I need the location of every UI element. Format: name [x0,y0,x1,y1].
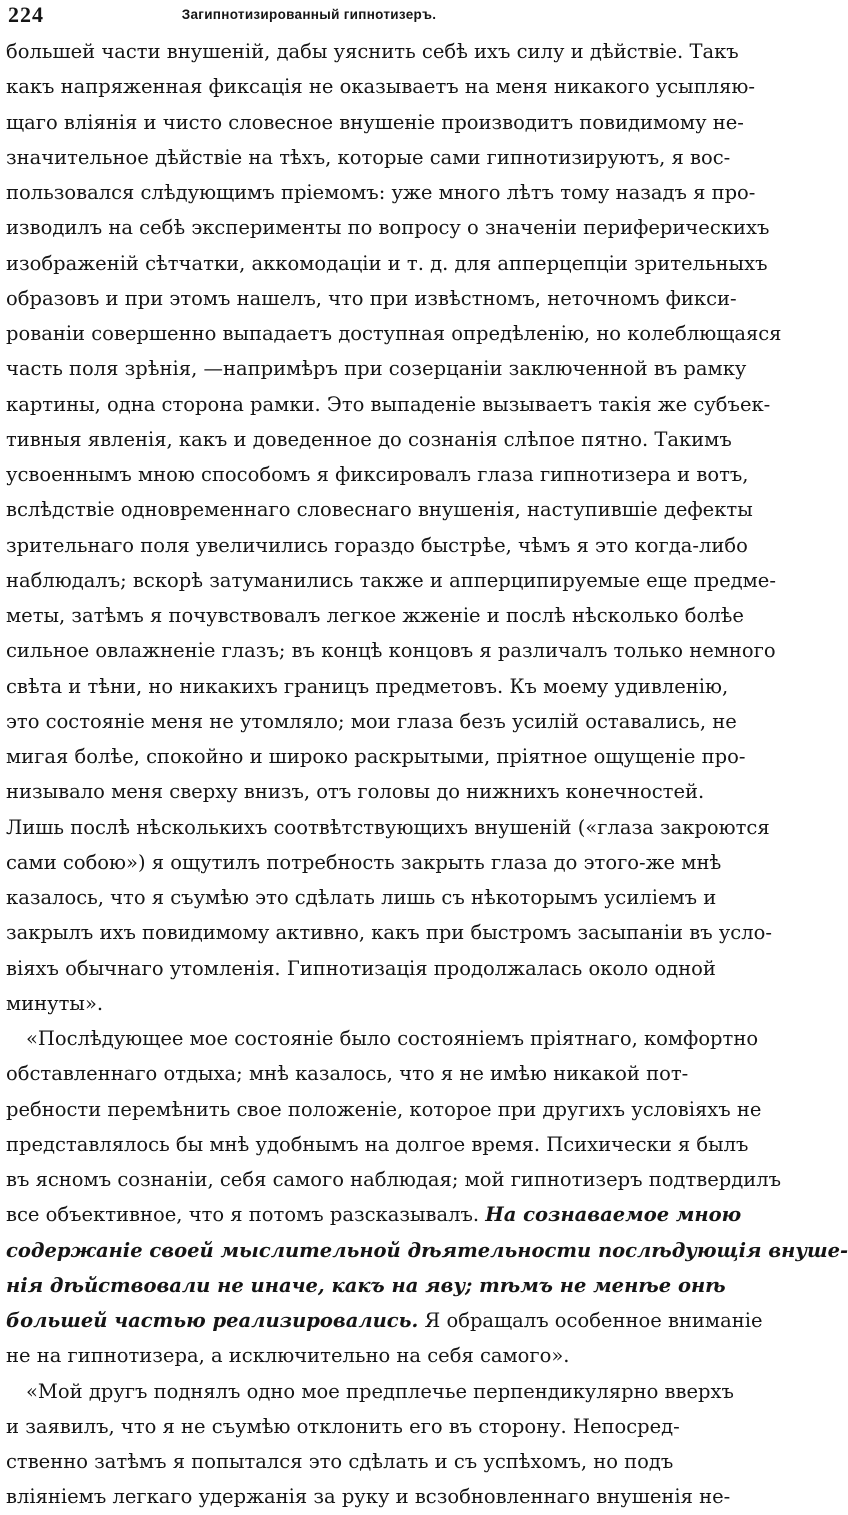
text-line: казалось, что я съумѣю это сдѣлать лишь съ нѣкоторымъ усиліемъ и [6,886,717,909]
text-line: это состояніе меня не утомляло; мои глаза безъ усилій оставались, не [6,709,737,733]
text-line: въ ясномъ сознаніи, себя самого наблюдая; мой гипнотизеръ подтвердилъ [6,1168,782,1191]
text-line: обставленнаго отдыха; мнѣ казалось, что я не имѣю никакой пот- [6,1062,689,1086]
text-line [6,1303,763,1338]
text-line: изводилъ на себѣ эксперименты по вопросу о значеніи периферическихъ [6,216,770,240]
text-line [6,1197,742,1232]
text-line: картины, одна сторона рамки. Это выпаденіе вызываетъ такія же субъек- [6,392,771,416]
text-line: зрительнаго поля увеличились гораздо быстрѣе, чѣмъ я это когда-либо [6,533,748,557]
text-line: не на гипнотизера, а исключительно на себя самого». [6,1344,570,1368]
text-line: сильное овлажненіе глазъ; въ концѣ концовъ я различалъ только немного [6,639,776,663]
text-line: закрылъ ихъ повидимому активно, какъ при быстромъ засыпаніи въ усло- [6,921,772,945]
text-line: тивныя явленія, какъ и доведенное до сознанія слѣпое пятно. Такимъ [6,427,732,451]
text-line: сами собою») я ощутилъ потребность закрыть глаза до этого-же мнѣ [6,850,722,874]
text-fragment: все объективное, что я потомъ разсказывалъ. [6,1203,480,1227]
emphasized-text-line: содержаніе своей мыслительной дѣятельности послѣдующія внуше- [6,1238,848,1262]
body-text [6,34,848,1515]
text-line: значительное дѣйствіе на тѣхъ, которые сами гипнотизируютъ, я вос- [6,145,731,169]
text-line: «Послѣдующее мое состояніе было состояніемъ пріятнаго, комфортно [26,1027,759,1050]
page-number: 224 [8,2,44,27]
text-line: низывало меня сверху внизъ, отъ головы до нижнихъ конечностей. [6,780,705,804]
emphasized-text: На сознаваемое мною [485,1203,742,1227]
text-line: часть поля зрѣнія, —напримѣръ при созерцаніи заключенной въ рамку [6,357,747,381]
text-line: меты, затѣмъ я почувствовалъ легкое жженіе и послѣ нѣсколько болѣе [6,604,744,627]
text-line: віяхъ обычнаго утомленія. Гипнотизація продолжалась около одной [6,956,716,980]
text-line: наблюдалъ; вскорѣ затуманились также и апперципируемые еще предме- [6,568,776,592]
text-line: ребности перемѣнить свое положеніе, которое при другихъ условіяхъ не [6,1097,762,1121]
text-line: щаго вліянія и чисто словесное внушеніе производитъ повидимому не- [6,110,744,134]
text-line: какъ напряженная фиксація не оказываетъ на меня никакого усыпляю- [6,75,755,99]
text-line: изображеній сѣтчатки, аккомодаціи и т. д. для апперцепціи зрительныхъ [6,251,768,275]
text-line: мигая болѣе, спокойно и широко раскрытыми, пріятное ощущеніе про- [6,745,746,768]
text-line: вслѣдствіе одновременнаго словеснаго внушенія, наступившіе дефекты [6,498,753,522]
text-line: представлялось бы мнѣ удобнымъ на долгое время. Психически я былъ [6,1132,749,1156]
text-line: минуты». [6,991,104,1015]
text-line: свѣта и тѣни, но никакихъ границъ предметовъ. Къ моему удивленію, [6,674,729,698]
text-line: «Мой другъ поднялъ одно мое предплечье перпендикулярно вверхъ [26,1379,734,1403]
emphasized-text-line: нія дѣйствовали не иначе, какъ на яву; тѣмъ не менѣе онѣ [6,1273,726,1297]
text-line: усвоеннымъ мною способомъ я фиксировалъ глаза гипнотизера и вотъ, [6,463,749,486]
text-line: и заявилъ, что я не съумѣю отклонить его въ сторону. Непосред- [6,1414,680,1438]
page-header [6,0,612,34]
text-line: пользовался слѣдующимъ пріемомъ: уже много лѣтъ тому назадъ я про- [6,181,756,204]
text-line: Лишь послѣ нѣсколькихъ соотвѣтствующихъ внушеній («глаза закроются [6,815,770,839]
emphasized-text: большей частью реализировались. [6,1309,419,1332]
text-line: ственно затѣмъ я попытался это сдѣлать и съ успѣхомъ, но подъ [6,1450,674,1473]
text-line: образовъ и при этомъ нашелъ, что при извѣстномъ, неточномъ фикси- [6,286,737,310]
text-line: рованіи совершенно выпадаетъ доступная опредѣленію, но колеблющаяся [6,322,782,345]
text-line: большей части внушеній, дабы уяснить себѣ ихъ силу и дѣйствіе. Такъ [6,40,739,63]
running-title: Загипнотизированный гипнотизеръ. [181,7,437,22]
text-fragment: Я обращалъ особенное вниманіе [418,1309,763,1332]
text-line: вліяніемъ легкаго удержанія за руку и всзобновленнаго внушенія не- [6,1485,731,1509]
